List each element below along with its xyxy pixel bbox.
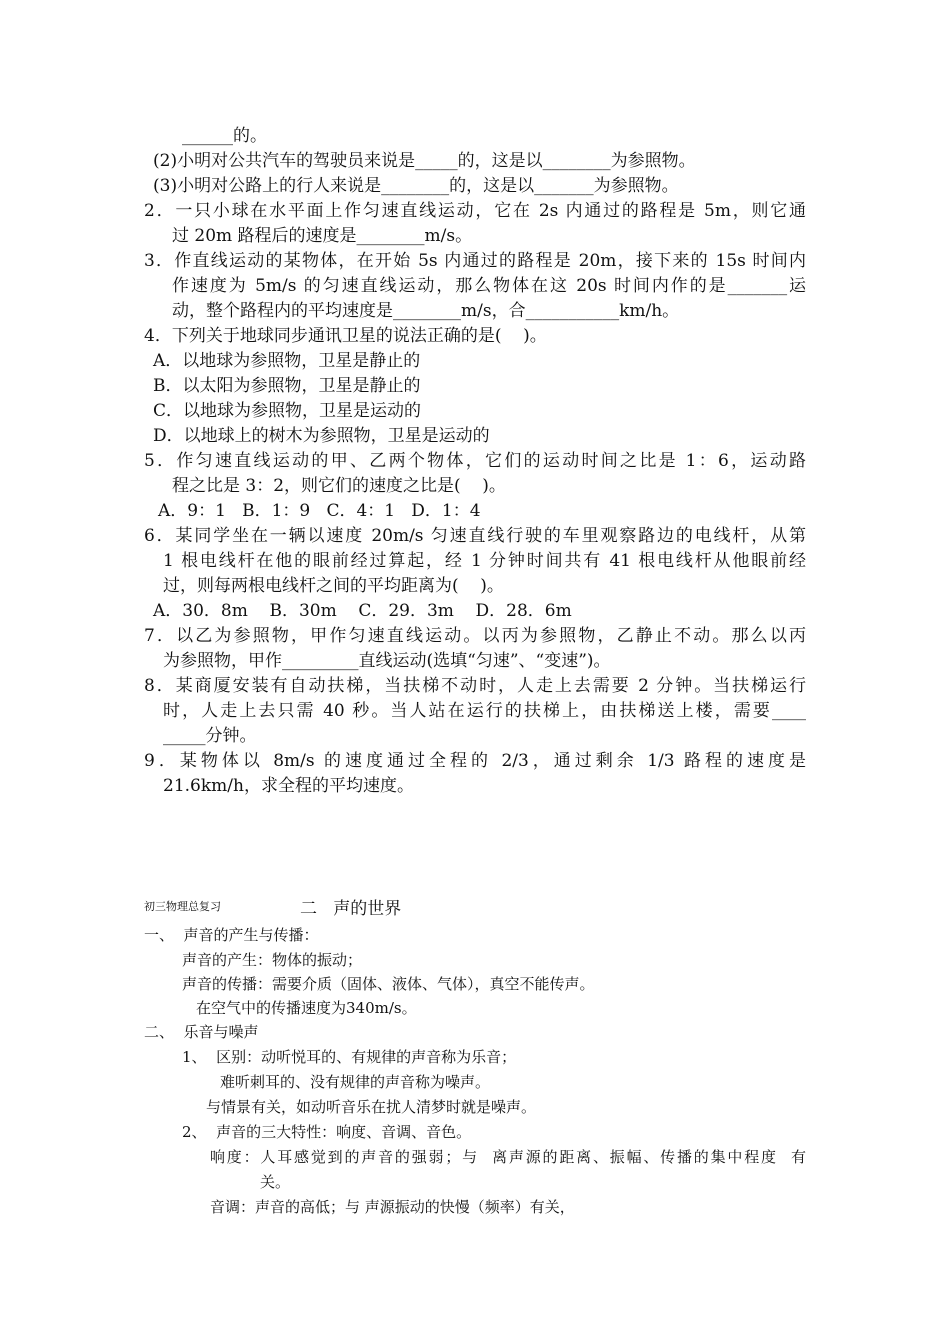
question-4-option-a: A．以地球为参照物，卫星是静止的: [153, 351, 421, 371]
exercise-line-2: (3)小明对公路上的行人来说是________的，这是以_______为参照物。: [153, 176, 679, 196]
question-7-line-2: 为参照物，甲作_________直线运动(选填“匀速”、“变速”)。: [163, 651, 611, 671]
question-6-line-1: 6．某同学坐在一辆以速度 20m/s 匀速直线行驶的车里观察路边的电线杆，从第: [144, 526, 806, 546]
question-6-line-2: 1 根电线杆在他的眼前经过算起，经 1 分钟时间共有 41 根电线杆从他眼前经: [163, 551, 806, 571]
question-7-line-1: 7．以乙为参照物，甲作匀速直线运动。以丙为参照物，乙静止不动。那么以丙: [144, 626, 806, 646]
section-2-point-1: 1、 区别：动听悦耳的、有规律的声音称为乐音；: [182, 1048, 517, 1066]
question-6-line-3: 过，则每两根电线杆之间的平均距离为( )。: [163, 576, 504, 596]
section-2-point-1-line-2: 难听刺耳的、没有规律的声音称为噪声。: [220, 1073, 491, 1091]
exercise-line-1: (2)小明对公共汽车的驾驶员来说是_____的，这是以________为参照物。: [153, 151, 696, 171]
question-6-options: A．30．8m B．30m C．29．3m D．28．6m: [153, 601, 572, 621]
question-4-option-d: D．以地球上的树木为参照物，卫星是运动的: [153, 426, 490, 446]
question-9-line-1: 9．某物体以 8m/s 的速度通过全程的 2/3，通过剩余 1/3 路程的速度是: [144, 751, 806, 771]
question-8-line-1: 8．某商厦安装有自动扶梯，当扶梯不动时，人走上去需要 2 分钟。当扶梯运行: [144, 676, 806, 696]
exercise-line-0: ______的。: [182, 126, 267, 146]
section-2-title: 二、 乐音与噪声: [144, 1023, 259, 1041]
chapter-title: 二 声的世界: [300, 899, 402, 919]
question-3-line-2: 作速度为 5m/s 的匀速直线运动，那么物体在这 20s 时间内作的是_______运: [172, 276, 806, 296]
question-2-line-2: 过 20m 路程后的速度是________m/s。: [172, 226, 473, 246]
section-1-line-1: 声音的产生：物体的振动；: [182, 951, 363, 969]
loudness-line-2: 关。: [260, 1173, 291, 1191]
question-9-line-2: 21.6km/h，求全程的平均速度。: [163, 776, 414, 796]
pitch-line: 音调：声音的高低；与 声源振动的快慢（频率）有关，: [210, 1198, 575, 1216]
question-5-line-2: 程之比是 3：2，则它们的速度之比是( )。: [172, 476, 506, 496]
question-5-line-1: 5．作匀速直线运动的甲、乙两个物体，它们的运动时间之比是 1：6，运动路: [144, 451, 806, 471]
question-8-line-3: _____分钟。: [163, 726, 257, 746]
section-1-title: 一、 声音的产生与传播：: [144, 926, 319, 944]
section-2-point-2: 2、 声音的三大特性：响度、音调、音色。: [182, 1123, 472, 1141]
question-5-options: A．9：1 B．1：9 C．4：1 D．1：4: [158, 501, 481, 521]
question-2-line-1: 2．一只小球在水平面上作匀速直线运动，它在 2s 内通过的路程是 5m，则它通: [144, 201, 806, 221]
question-3-line-3: 动，整个路程内的平均速度是________m/s，合___________km/h。: [172, 301, 680, 321]
question-4-option-c: C．以地球为参照物，卫星是运动的: [153, 401, 422, 421]
section-2-point-1-line-3: 与情景有关，如动听音乐在扰人清梦时就是噪声。: [206, 1098, 537, 1116]
question-8-line-2: 时，人走上去只需 40 秒。当人站在运行的扶梯上，由扶梯送上楼，需要____: [163, 701, 806, 721]
question-3-line-1: 3．作直线运动的某物体，在开始 5s 内通过的路程是 20m，接下来的 15s 时间内: [144, 251, 806, 271]
loudness-line-1: 响度：人耳感觉到的声音的强弱；与 离声源的距离、振幅、传播的集中程度 有: [210, 1148, 806, 1166]
section-1-line-2: 声音的传播：需要介质（固体、液体、气体），真空不能传声。: [182, 975, 595, 993]
course-label: 初三物理总复习: [144, 900, 221, 913]
section-1-line-3: 在空气中的传播速度为340m/s。: [196, 999, 417, 1017]
question-4-stem: 4．下列关于地球同步通讯卫星的说法正确的是( )。: [144, 326, 547, 346]
question-4-option-b: B．以太阳为参照物，卫星是静止的: [153, 376, 421, 396]
